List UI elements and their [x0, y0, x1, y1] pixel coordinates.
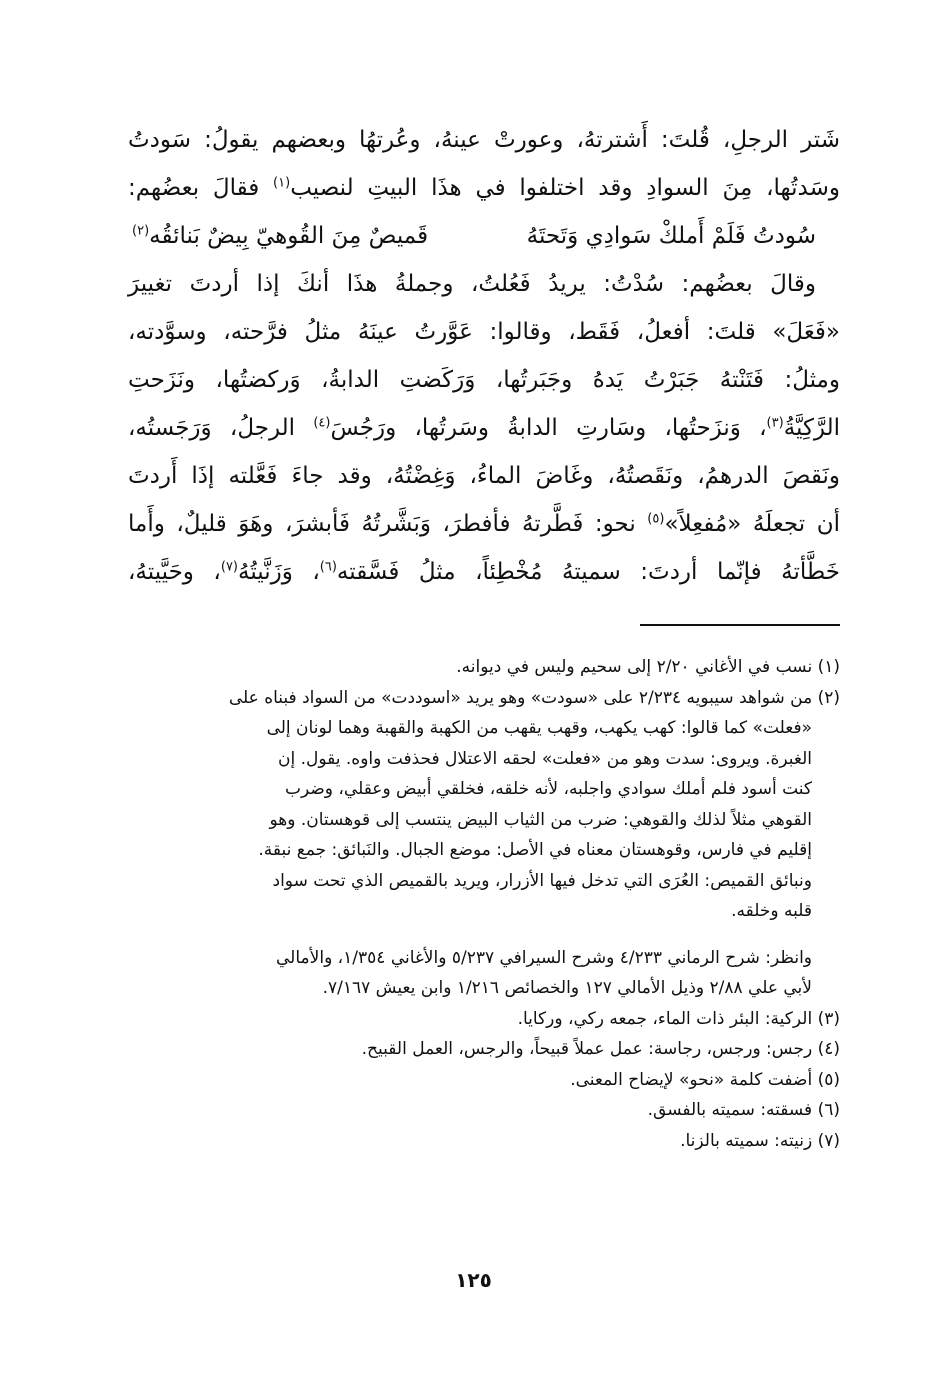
text-line: شَتر الرجلِ، قُلتَ: أَشترتهُ، وعورتْ عينهُ، وعُرتهُا وبعضهم يقولُ: سَودتُ [128, 127, 840, 153]
footnote-2 [130, 683, 840, 1004]
footnotes [130, 652, 840, 1156]
footnote-marker: (٦) [319, 559, 337, 575]
text-line: ونَقصَ الدرهمُ، ونَقَصتُهُ، وغَاضَ الماءُ، وَغِضْتُهُ، وقد جاءَ فَعَّلته إذَا أَردتَ [128, 463, 840, 489]
footnote-1: (١) نسب في الأغاني ٢/٢٠ إلى سحيم وليس في ديوانه. [456, 657, 840, 677]
verse-first-hemistich: سُودتُ فَلَمْ أَملكْ سَوادِي وَتَحتَهُ [526, 223, 816, 249]
footnote-marker: (٢) [132, 223, 150, 239]
poetry-verse [128, 212, 840, 260]
page-number: ١٢٥ [455, 1268, 492, 1292]
footnote-2-line: قلبه وخلقه. [731, 901, 812, 921]
footnote-marker: (٣) [766, 415, 784, 431]
footnote-7: (٧) زنيته: سميته بالزنا. [680, 1130, 840, 1151]
footnote-5: (٥) أضفت كلمة «نحو» لإيضاح المعنى. [570, 1069, 840, 1090]
text-line: وسَدتُها، مِنَ السوادِ وقد اختلفوا في هذَا البيتِ لنصيب$^{(١)}$ فقالَ بعضُهم: [128, 175, 840, 201]
text-line: أن تجعلَهُ «مُفعِلاً»$^{(٥)}$ نحو: فَطَّرتهُ فأفطرَ، وَبَشَّرتُهُ فَأبشرَ، وهَوَ قليلٌ، وأَما [128, 511, 841, 537]
footnote-divider [640, 624, 840, 626]
main-text [128, 116, 840, 596]
text-line: ومثلُ: فَتَنْتهُ جَبَرْتُ يَدهُ وجَبَرتُها، وَرَكَضتِ الدابةُ، وَركضتُها، ونَزَحتِ [128, 367, 840, 393]
text-line: «فَعَلَ» قلتَ: أفعلُ، فَقَط، وقالوا: عَوَّرتُ عينَهُ مثلُ فرَّحته، وسوَّدته، [128, 319, 840, 345]
footnote-3: (٣) الركية: البئر ذات الماء، جمعه ركي، وركايا. [517, 1008, 840, 1029]
footnote-2-first-line: (٢) من شواهد سيبويه ٢/٢٣٤ على «سودت» وهو يريد «اسوددت» من السواد فبناه على [228, 687, 840, 708]
text-line: الرَّكِيَّةُ$^{(٣)}$، وَنزَحتُها، وسَارتِ الدابةُ وسَرتُها، ورَجُسَ$^{(٤)}$ الرجلُ، وَرَجَستُه، [128, 415, 840, 441]
footnote-marker: (١) [273, 175, 291, 191]
text-line: خَطَّأتهُ فإنّما أردتَ: سميتهُ مُخْطِئاً، مثلُ فَسَّقته$^{(٦)}$، وَزَنَّيتُهُ$^{(٧)}$، وحَيَّيتهُ، [128, 559, 841, 585]
footnote-2-line: إقليم في فارس، وقوهستان معناه في الأصل: موضع الجبال. والنَبائق: جمع نبقة. [258, 840, 812, 860]
text-line: وقالَ بعضُهم: سُدْتُ: يريدُ فَعُلتُ، وجملةُ هذَا أنكَ إذا أردتَ تغييرَ [128, 271, 816, 297]
spacer [130, 927, 840, 943]
footnote-2-references: لأبي علي ٢/٨٨ وذيل الأمالي ١٢٧ والخصائص ١/٢١٦ وابن يعيش ٧/١٦٧. [322, 978, 812, 998]
footnote-2-line: القوهي مثلاً لذلك والقوهي: ضرب من الثياب البيض ينتسب إلى قوهستان. وهو [269, 809, 812, 830]
footnote-2-line: كنت أسود فلم أملك سوادي واجلبه، لأنه خلقه، فخلقي أبيض وعقلي، وضرب [284, 779, 812, 799]
footnote-2-line: «فعلت» كما قالوا: كهب يكهب، وقهب يقهب من الكهبة والقهبة وهما لونان إلى [266, 718, 812, 738]
footnote-marker: (٥) [647, 511, 665, 527]
footnote-marker: (٧) [220, 559, 238, 575]
footnote-2-line: ونبائق القميص: العُرَى التي تدخل فيها الأزرار، ويريد بالقميص الذي تحت سواد [272, 870, 812, 891]
footnote-6: (٦) فسقته: سميته بالفسق. [647, 1100, 840, 1120]
footnote-2-references: وانظر: شرح الرماني ٤/٢٣٣ وشرح السيرافي ٥/٢٣٧ والأغاني ١/٣٥٤، والأمالي [276, 947, 812, 968]
footnote-2-line: الغبرة. ويروى: سدت وهو من «فعلت» لحقه الاعتلال فحذفت واوه. يقول. إن [278, 748, 812, 769]
footnote-4: (٤) رجس: ورجس، رجاسة: عمل عملاً قبيحاً، والرجس، العمل القبيح. [361, 1039, 840, 1059]
footnote-marker: (٤) [313, 415, 331, 431]
verse-second-hemistich: قَميصٌ مِنَ القُوهيّ بِيضٌ بَنائقُه$^{(٢)}$ [132, 223, 429, 249]
